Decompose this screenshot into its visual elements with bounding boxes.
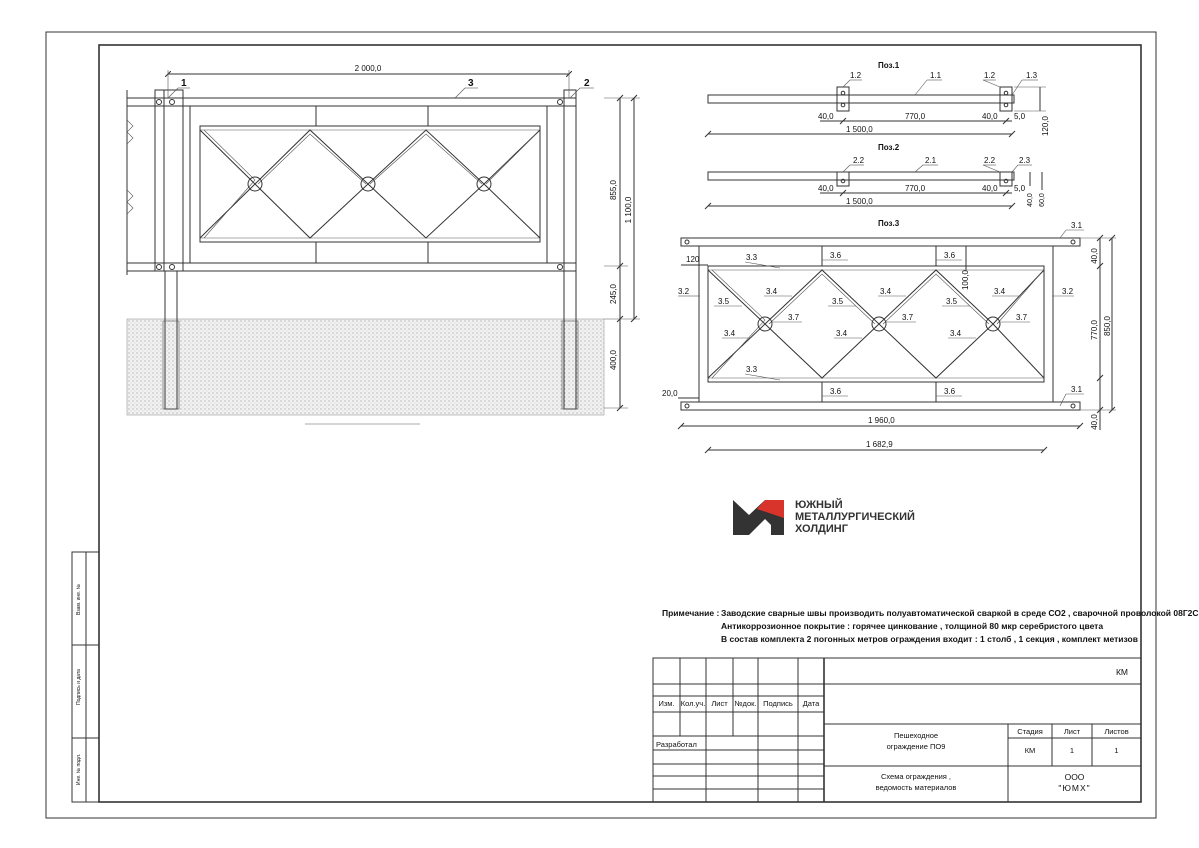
object-line2: ограждение ПО9 <box>886 742 946 751</box>
poz3-l34d: 3.4 <box>724 329 736 338</box>
poz3-l36b: 3.6 <box>944 251 956 260</box>
note-line-1: Заводские сварные швы производить полуавтоматической сваркой в среде СО2 , сварочной проволокой 08Г2С <box>721 608 1199 618</box>
note-heading: Примечание : <box>662 608 720 618</box>
poz3-l33a: 3.3 <box>746 253 758 262</box>
dim-245: 245,0 <box>609 283 618 305</box>
sheets-value: 1 <box>1114 746 1119 755</box>
poz2-d60v: 60,0 <box>1039 193 1046 207</box>
poz1-l11: 1.1 <box>930 71 942 80</box>
poz2-d40a: 40,0 <box>818 184 834 193</box>
object-line1: Пешеходное <box>893 731 939 740</box>
poz3-d120: 120 <box>686 255 700 264</box>
hdr-izm: Изм. <box>658 699 675 708</box>
poz3-d20: 20,0 <box>662 389 678 398</box>
org-line2: "ЮМХ" <box>1058 783 1091 793</box>
side-stamp-a: Взам. инв. № <box>76 584 82 615</box>
poz2-l21: 2.1 <box>925 156 937 165</box>
poz1-l12b: 1.2 <box>984 71 996 80</box>
hdr-list: Лист <box>711 699 728 708</box>
left-post-block <box>155 90 183 271</box>
poz3-l34a: 3.4 <box>766 287 778 296</box>
poz2-bar <box>708 172 1014 180</box>
poz2-l23: 2.3 <box>1019 156 1031 165</box>
poz3-l35c: 3.5 <box>946 297 958 306</box>
poz1-detail <box>705 61 1050 137</box>
stage-label: Стадия <box>1017 727 1043 736</box>
note-line-2: Антикоррозионное покрытие : горячее цинкование , толщиной 80 мкр серебристого цвета <box>721 621 1104 631</box>
poz1-d5: 5,0 <box>1014 112 1026 121</box>
dim-400: 400,0 <box>609 349 618 371</box>
poz3-l35a: 3.5 <box>718 297 730 306</box>
outer-frame <box>46 32 1156 818</box>
poz3-d40b: 40,0 <box>1090 414 1099 430</box>
logo-line1: ЮЖНЫЙ <box>795 499 843 511</box>
poz2-d40v: 40,0 <box>1027 193 1034 207</box>
hdr-ndok: №док. <box>734 699 757 708</box>
poz1-d120: 120,0 <box>1041 115 1050 137</box>
poz1-bar <box>708 95 1014 103</box>
dim-length: 2 000,0 <box>354 64 382 73</box>
note-line-3: В состав комплекта 2 погонных метров ограждения входит : 1 столб , 1 секция , комплект метизов <box>721 634 1138 644</box>
poz2-title: Поз.2 <box>878 143 900 152</box>
sheet-value: 1 <box>1069 746 1075 755</box>
dim-855: 855,0 <box>609 179 618 201</box>
poz3-d100: 100,0 <box>961 269 970 291</box>
poz3-l36a: 3.6 <box>830 251 842 260</box>
poz3-l37c: 3.7 <box>1016 313 1028 322</box>
dim-1100: 1 100,0 <box>624 196 633 224</box>
poz1-title: Поз.1 <box>878 61 900 70</box>
callout-3: 3 <box>468 78 474 89</box>
poz2-detail <box>705 143 1046 209</box>
sheet-label: Лист <box>1063 727 1081 736</box>
top-rail <box>127 98 576 106</box>
title-line1: Схема ограждения , <box>880 772 952 781</box>
poz2-l22b: 2.2 <box>984 156 996 165</box>
side-stamp <box>72 552 99 802</box>
title-line2: ведомость материалов <box>875 783 957 792</box>
poz3-d1682: 1 682,9 <box>866 440 893 449</box>
poz3-l32b: 3.2 <box>1062 287 1074 296</box>
ground-hatch <box>127 319 604 415</box>
poz3-d40t: 40,0 <box>1090 248 1099 264</box>
poz2-d5: 5,0 <box>1014 184 1026 193</box>
poz3-title: Поз.3 <box>878 219 900 228</box>
side-stamp-c: Инв. № подл. <box>76 753 82 785</box>
logo-line2: МЕТАЛЛУРГИЧЕСКИЙ <box>795 511 915 523</box>
hdr-kolich: Кол.уч. <box>680 699 706 708</box>
hdr-podpis: Подпись <box>763 699 793 708</box>
poz1-l13: 1.3 <box>1026 71 1038 80</box>
poz3-top-strip <box>681 238 1080 246</box>
poz3-l37a: 3.7 <box>788 313 800 322</box>
poz3-l34f: 3.4 <box>950 329 962 338</box>
poz2-d1500: 1 500,0 <box>846 197 873 206</box>
poz3-l32a: 3.2 <box>678 287 690 296</box>
poz3-l36d: 3.6 <box>944 387 956 396</box>
poz2-l22a: 2.2 <box>853 156 865 165</box>
poz1-d770: 770,0 <box>905 112 926 121</box>
logo-line3: ХОЛДИНГ <box>795 523 848 535</box>
poz1-l12a: 1.2 <box>850 71 862 80</box>
poz3-detail <box>662 219 1116 453</box>
poz1-d1500: 1 500,0 <box>846 125 873 134</box>
poz1-d40b: 40,0 <box>982 112 998 121</box>
poz2-d770: 770,0 <box>905 184 926 193</box>
stage-value: КМ <box>1024 746 1036 755</box>
poz3-l34b: 3.4 <box>880 287 892 296</box>
poz2-d40b: 40,0 <box>982 184 998 193</box>
sheets-label: Листов <box>1104 727 1129 736</box>
poz3-l33b: 3.3 <box>746 365 758 374</box>
poz3-d770: 770,0 <box>1090 319 1099 341</box>
poz3-l31a: 3.1 <box>1071 221 1083 230</box>
poz3-l35b: 3.5 <box>832 297 844 306</box>
callout-2: 2 <box>584 78 590 89</box>
doc-code: КМ <box>1115 667 1129 677</box>
poz3-d850: 850,0 <box>1103 315 1112 337</box>
company-logo <box>733 498 915 535</box>
poz3-bottom-strip <box>681 402 1080 410</box>
poz3-l36c: 3.6 <box>830 387 842 396</box>
side-stamp-b: Подпись и дата <box>76 669 82 705</box>
developed-label: Разработал <box>656 740 697 749</box>
org-line1: ООО <box>1064 772 1085 782</box>
poz3-l31b: 3.1 <box>1071 385 1083 394</box>
poz1-d40a: 40,0 <box>818 112 834 121</box>
poz3-d1960: 1 960,0 <box>868 416 895 425</box>
bottom-rail <box>127 263 576 271</box>
poz3-l34c: 3.4 <box>994 287 1006 296</box>
callout-1: 1 <box>181 78 187 89</box>
main-view <box>127 64 640 424</box>
hdr-data: Дата <box>802 699 820 708</box>
poz3-l37b: 3.7 <box>902 313 914 322</box>
poz3-l34e: 3.4 <box>836 329 848 338</box>
